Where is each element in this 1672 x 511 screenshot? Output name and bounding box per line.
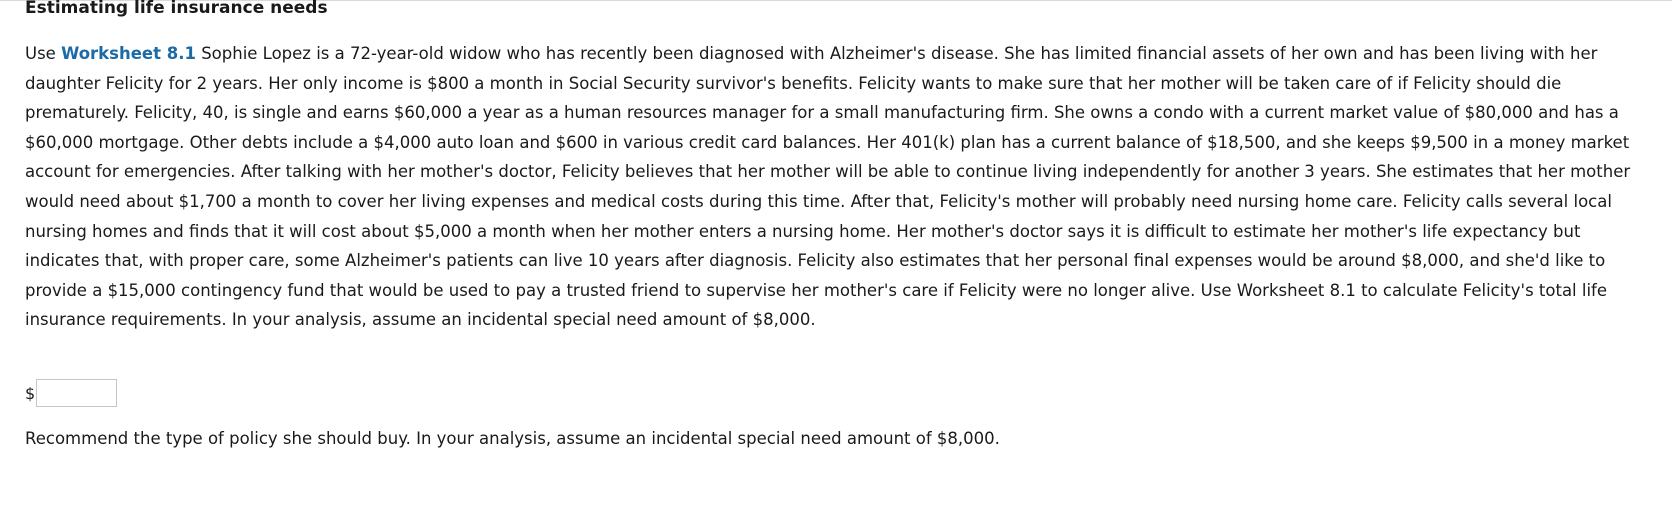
recommendation-prompt: Recommend the type of policy she should buy. In your analysis, assume an incidental special need amount of $8,000.	[25, 429, 1000, 448]
worksheet-link[interactable]: Worksheet 8.1	[61, 44, 196, 63]
page-title: Estimating life insurance needs	[25, 0, 328, 18]
currency-symbol: $	[25, 383, 36, 403]
problem-statement	[25, 39, 1655, 335]
answer-row	[25, 379, 117, 407]
life-insurance-amount-input[interactable]	[36, 379, 117, 407]
problem-body: Sophie Lopez is a 72-year-old widow who has recently been diagnosed with Alzheimer's disease. She has limited financial assets of her own and has been living with her daughter Felicity for 2 years. Her only income is $800 a month in Social Security survivor's benefits. Felicity wants to make sure that her mother will be taken care of if Felicity should die prematurely. Felicity, 40, is single and earns $60,000 a year as a human resources manager for a small manufacturing firm. She owns a condo with a current market value of $80,000 and has a $60,000 mortgage. Other debts include a $4,000 auto loan and $600 in various credit card balances. Her 401(k) plan has a current balance of $18,500, and she keeps $9,500 in a money market account for emergencies. After talking with her mother's doctor, Felicity believes that her mother will be able to continue living independently for another 3 years. She estimates that her mother would need about $1,700 a month to cover her living expenses and medical costs during this time. After that, Felicity's mother will probably need nursing home care. Felicity calls several local nursing homes and finds that it will cost about $5,000 a month when her mother enters a nursing home. Her mother's doctor says it is difficult to estimate her mother's life expectancy but indicates that, with proper care, some Alzheimer's patients can live 10 years after diagnosis. Felicity also estimates that her personal final expenses would be around $8,000, and she'd like to provide a $15,000 contingency fund that would be used to pay a trusted friend to supervise her mother's care if Felicity were no longer alive. Use Worksheet 8.1 to calculate Felicity's total life insurance requirements. In your analysis, assume an incidental special need amount of $8,000.	[25, 44, 1631, 330]
problem-prefix: Use	[25, 44, 62, 63]
